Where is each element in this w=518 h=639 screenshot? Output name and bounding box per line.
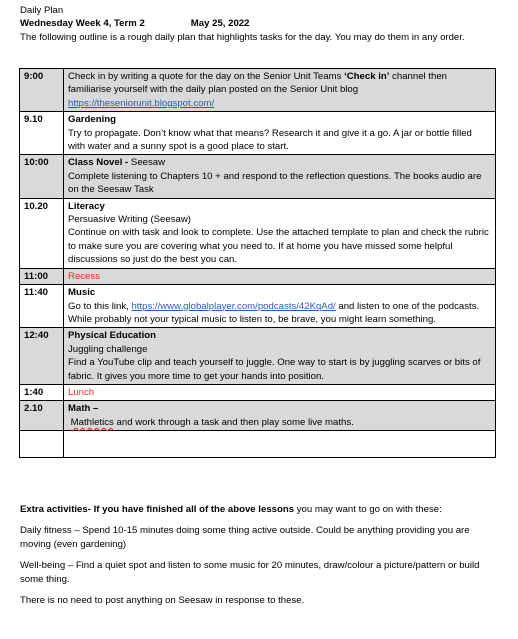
task-body: and work through a task and then play some live maths. — [113, 416, 354, 428]
task-cell — [64, 285, 496, 328]
table-row — [20, 112, 496, 155]
task-title: Gardening — [68, 114, 116, 126]
task-cell — [64, 198, 496, 268]
time-cell-empty — [20, 431, 64, 458]
task-subtitle: Juggling challenge — [68, 343, 148, 355]
table-row — [20, 268, 496, 284]
time-cell: 12:40 — [20, 328, 64, 385]
task-body: Complete listening to Chapters 10 + and respond to the reflection questions. The books audio are on the Seesaw Task — [68, 170, 482, 196]
time-cell: 9.10 — [20, 112, 64, 155]
task-text-bold: ‘Check in’ — [344, 71, 390, 82]
task-text: Check in by writing a quote for the day on the Senior Unit Teams — [68, 71, 345, 82]
document-header — [20, 4, 498, 44]
task-cell — [64, 69, 496, 112]
table-row — [20, 198, 496, 268]
task-cell — [64, 401, 496, 431]
mathletics-word: Mathletics — [70, 416, 114, 428]
table-row — [20, 155, 496, 198]
time-cell: 9:00 — [20, 69, 64, 112]
extras-heading-bold: Extra activities- If you have finished all of the above lessons — [20, 504, 295, 515]
extras-heading — [20, 503, 498, 516]
page-title: Daily Plan — [20, 5, 64, 16]
table-row-empty — [20, 431, 496, 458]
time-cell: 10:00 — [20, 155, 64, 198]
extras-fitness: Daily fitness – Spend 10-15 minutes doing some thing active outside. Could be anything providing you are moving (even gardening) — [20, 525, 470, 550]
time-cell: 11:40 — [20, 285, 64, 328]
task-text: channel then familiarise yourself with the daily plan posted on the Senior Unit blog — [68, 71, 447, 96]
task-title: Music — [68, 287, 96, 299]
table-row — [20, 401, 496, 431]
task-subtitle: Persuasive Writing (Seesaw) — [68, 214, 191, 226]
task-cell-empty — [64, 431, 496, 458]
table-row — [20, 328, 496, 385]
blog-link[interactable]: https://theseniorunit.blogspot.com/ — [68, 97, 215, 109]
table-row — [20, 285, 496, 328]
date-label: May 25, 2022 — [190, 18, 250, 30]
extra-activities — [20, 503, 498, 615]
intro-text: The following outline is a rough daily plan that highlights tasks for the day. You may do them in any order. — [20, 31, 465, 43]
table-row — [20, 384, 496, 400]
table-row — [20, 69, 496, 112]
podcast-link[interactable]: https://www.globalplayer.com/podcasts/42KqAd/ — [131, 300, 336, 312]
date-line — [20, 17, 498, 30]
time-cell: 2.10 — [20, 401, 64, 431]
task-title: Math – — [68, 403, 99, 415]
extras-wellbeing: Well-being – Find a quiet spot and listen to some music for 20 minutes, draw/colour a picture/pattern or build some thing. — [20, 560, 480, 585]
task-body: Continue on with task and look to complete. Use the attached template to plan and check the rubric to make sure you are covering what you need to. If at home you have missed some helpful discussions so just do the best you can. — [68, 227, 489, 266]
time-cell: 11:00 — [20, 268, 64, 284]
task-title-suffix: Seesaw — [130, 157, 166, 169]
time-cell: 10.20 — [20, 198, 64, 268]
task-title: Class Novel - — [68, 157, 131, 169]
task-body: Go to this link, — [68, 300, 132, 312]
week-label: Wednesday Week 4, Term 2 — [20, 18, 145, 30]
time-cell: 1:40 — [20, 384, 64, 400]
break-label: Recess — [64, 268, 496, 284]
task-body: and listen to one of the podcasts. While probably not your typical music to listen to, be brave, you might learn something. — [68, 300, 480, 325]
break-label: Lunch — [64, 384, 496, 400]
task-cell — [64, 155, 496, 198]
schedule-table — [19, 68, 496, 458]
task-cell — [64, 112, 496, 155]
extras-heading-rest: you may want to go on with these: — [294, 504, 442, 515]
task-body: Find a YouTube clip and teach yourself to juggle. One way to start is by juggling scarves or bits of fabric. It gives you more time to get your hands into position. — [68, 357, 481, 382]
extras-note: There is no need to post anything on Seesaw in response to these. — [20, 595, 305, 607]
task-title: Physical Education — [68, 330, 156, 342]
task-cell — [64, 328, 496, 385]
task-body: Try to propagate. Don’t know what that means? Research it and give it a go. A jar or bottle filled with water and a sunny spot is a good place to start. — [68, 127, 472, 153]
task-title: Literacy — [68, 200, 105, 212]
